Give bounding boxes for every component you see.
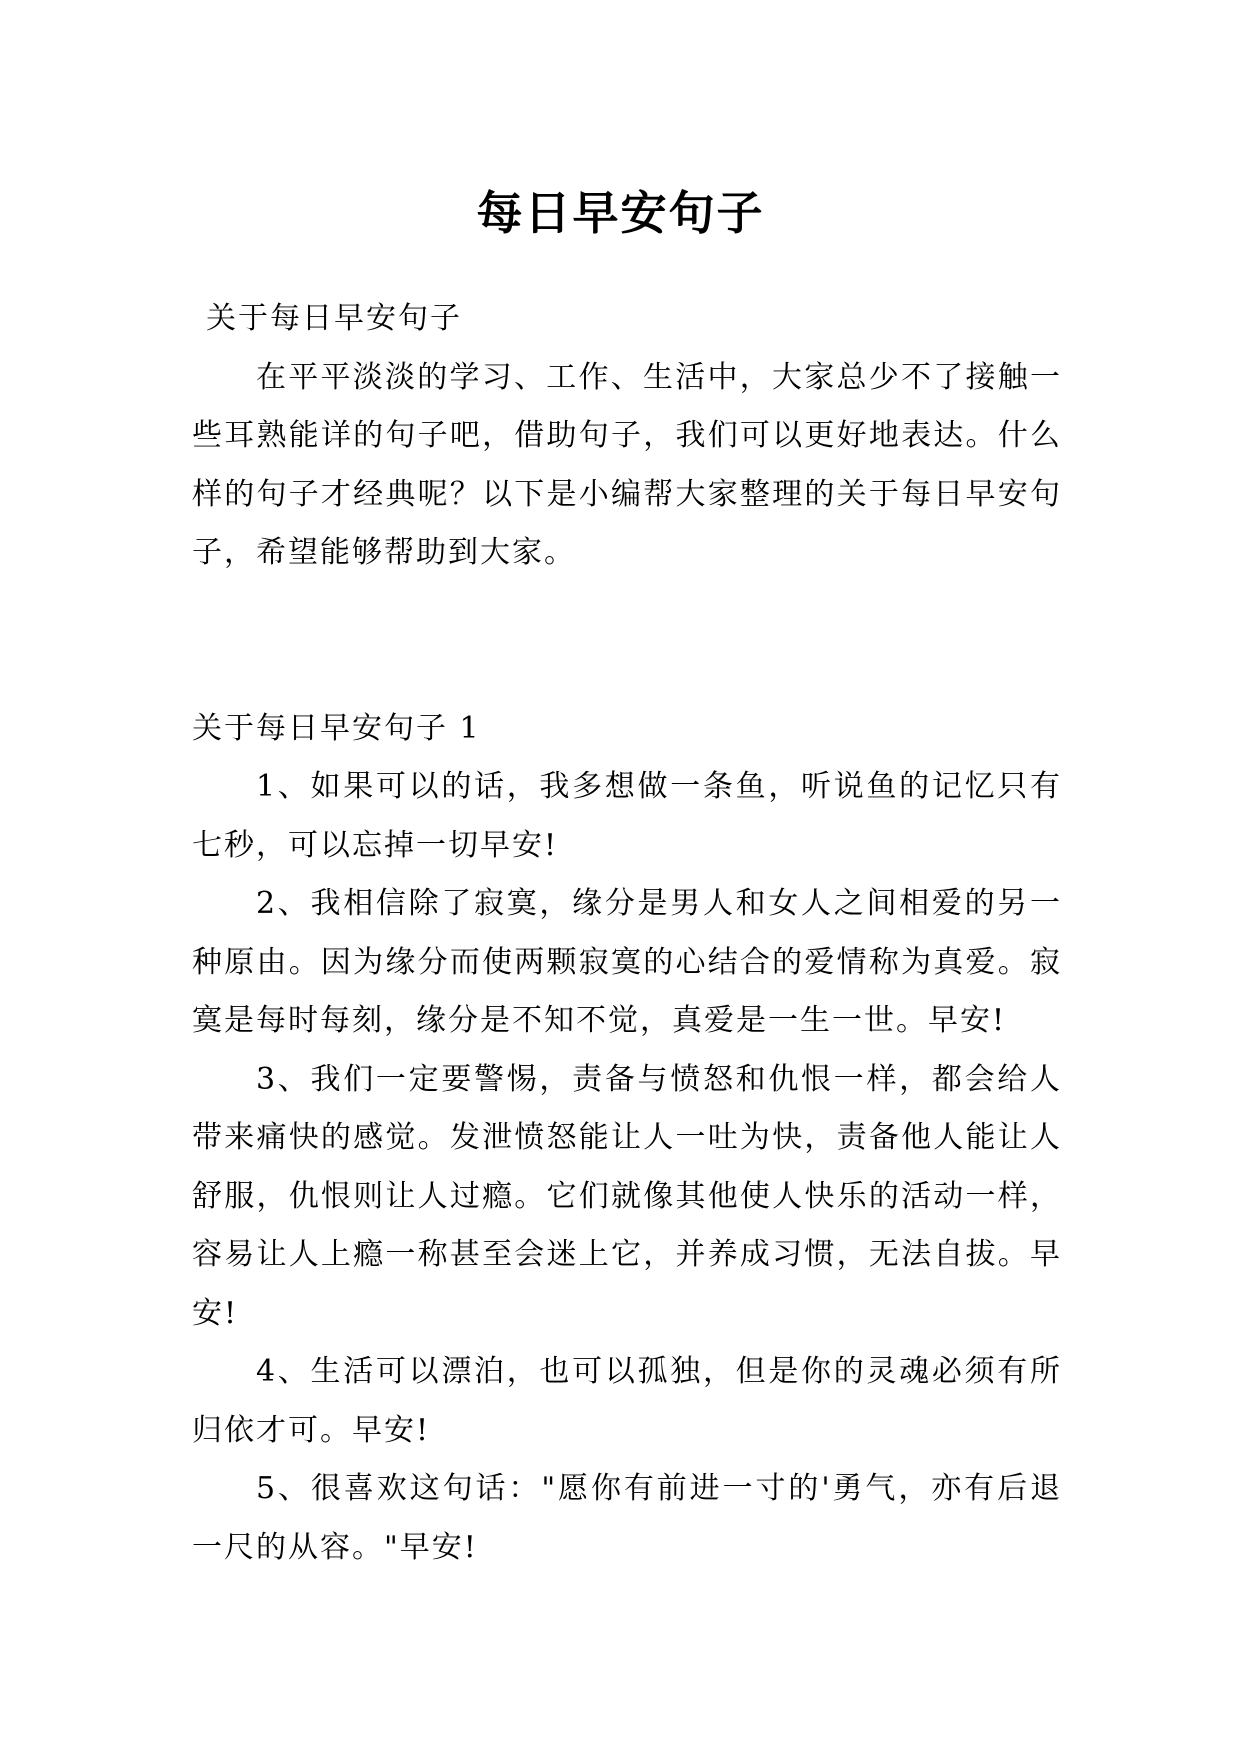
section-heading: 关于每日早安句子 1 bbox=[192, 710, 481, 746]
sentence-item-3: 3、我们一定要警惕，责备与愤怒和仇恨一样，都会给人带来痛快的感觉。发泄愤怒能让人一吐为快，责备他人能让人舒服，仇恨则让人过瘾。它们就像其他使人快乐的活动一样，容易让人上瘾一称甚至会迷上它，并养成习惯，无法自拔。早安! bbox=[192, 1061, 1062, 1331]
sentence-item-4: 4、生活可以漂泊，也可以孤独，但是你的灵魂必须有所归依才可。早安! bbox=[192, 1354, 1062, 1448]
sentence-item-1: 1、如果可以的话，我多想做一条鱼，听说鱼的记忆只有七秒，可以忘掉一切早安! bbox=[192, 769, 1062, 863]
sentence-item-2: 2、我相信除了寂寞，缘分是男人和女人之间相爱的另一种原由。因为缘分而使两颗寂寞的心结合的爱情称为真爱。寂寞是每时每刻，缘分是不知不觉，真爱是一生一世。早安! bbox=[192, 886, 1062, 1038]
sentence-item-5: 5、很喜欢这句话："愿你有前进一寸的'勇气，亦有后退一尺的从容。"早安! bbox=[192, 1471, 1062, 1565]
intro-heading: 关于每日早安句子 bbox=[206, 301, 462, 336]
document-body bbox=[192, 290, 1062, 1577]
section-spacer bbox=[192, 583, 1062, 700]
document-title: 每日早安句子 bbox=[476, 185, 765, 240]
intro-paragraph: 在平平淡淡的学习、工作、生活中，大家总少不了接触一些耳熟能详的句子吧，借助句子，我们可以更好地表达。什么样的句子才经典呢？以下是小编帮大家整理的关于每日早安句子，希望能够帮助到大家。 bbox=[192, 359, 1062, 570]
